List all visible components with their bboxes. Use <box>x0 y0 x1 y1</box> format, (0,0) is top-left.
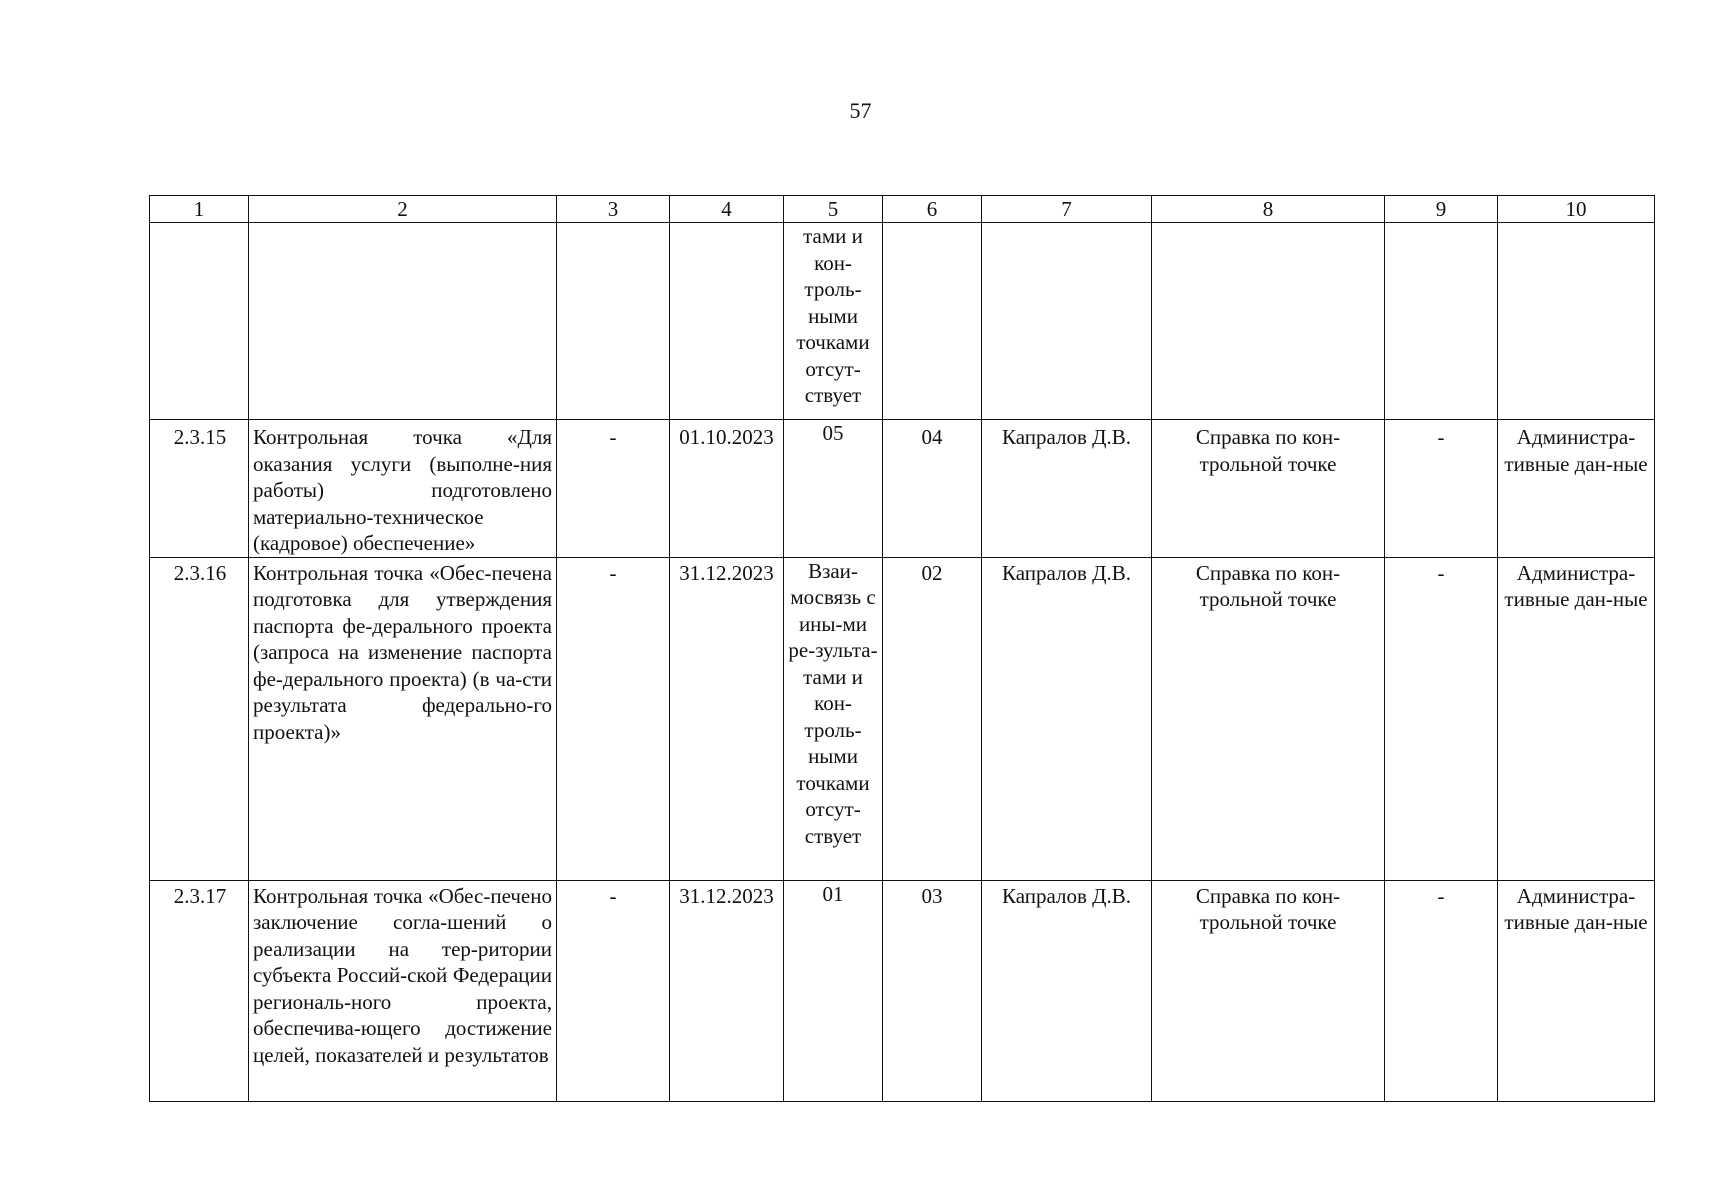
row-number: 2.3.15 <box>150 420 249 558</box>
data-source: Администра-тивные дан-ные <box>1498 420 1655 558</box>
responsible-person: Капралов Д.В. <box>982 420 1152 558</box>
document-type: Справка по кон-трольной точке <box>1152 557 1385 880</box>
header-cell: 4 <box>670 196 784 223</box>
header-cell: 2 <box>249 196 557 223</box>
document-type: Справка по кон-трольной точке <box>1152 420 1385 558</box>
relation-cell: тами и кон-троль-ными точками отсут-ствует <box>784 223 883 420</box>
header-cell: 5 <box>784 196 883 223</box>
header-cell: 8 <box>1152 196 1385 223</box>
relation-cell: 05 <box>784 420 883 558</box>
col6-value: 03 <box>883 880 982 1101</box>
col3-value: - <box>557 880 670 1101</box>
table-row-continuation <box>150 223 1655 420</box>
header-cell: 6 <box>883 196 982 223</box>
table-row <box>150 420 1655 558</box>
date-cell: 31.12.2023 <box>670 880 784 1101</box>
header-cell: 10 <box>1498 196 1655 223</box>
control-point-name: Контрольная точка «Для оказания услуги (выполне-ния работы) подготовлено материально-техническое (кадровое) обеспечение» <box>249 420 557 558</box>
control-points-table <box>149 195 1655 1102</box>
date-cell: 31.12.2023 <box>670 557 784 880</box>
date-cell: 01.10.2023 <box>670 420 784 558</box>
row-number: 2.3.16 <box>150 557 249 880</box>
col6-value: 02 <box>883 557 982 880</box>
col6-value: 04 <box>883 420 982 558</box>
col3-value: - <box>557 557 670 880</box>
page-number: 57 <box>849 98 872 123</box>
data-source: Администра-тивные дан-ные <box>1498 557 1655 880</box>
table-row <box>150 880 1655 1101</box>
header-cell: 3 <box>557 196 670 223</box>
header-cell: 1 <box>150 196 249 223</box>
header-cell: 7 <box>982 196 1152 223</box>
responsible-person: Капралов Д.В. <box>982 880 1152 1101</box>
relation-cell: 01 <box>784 880 883 1101</box>
table-row <box>150 557 1655 880</box>
relation-cell: Взаи-мосвязь с ины-ми ре-зульта-тами и кон-троль-ными точками отсут-ствует <box>784 557 883 880</box>
header-row <box>150 196 1655 223</box>
responsible-person: Капралов Д.В. <box>982 557 1152 880</box>
data-source: Администра-тивные дан-ные <box>1498 880 1655 1101</box>
row-number: 2.3.17 <box>150 880 249 1101</box>
document-type: Справка по кон-трольной точке <box>1152 880 1385 1101</box>
col3-value: - <box>557 420 670 558</box>
control-point-name: Контрольная точка «Обес-печено заключение согла-шений о реализации на тер-ритории субъекта Россий-ской Федерации региональ-ного проекта, обеспечива-ющего достижение целей, показателей и результатов <box>249 880 557 1101</box>
control-point-name: Контрольная точка «Обес-печена подготовка для утверждения паспорта фе-дерального проекта (запроса на изменение паспорта фе-дерального проекта) (в ча-сти результата федерально-го проекта)» <box>249 557 557 880</box>
col9-value: - <box>1385 420 1498 558</box>
header-cell: 9 <box>1385 196 1498 223</box>
col9-value: - <box>1385 880 1498 1101</box>
col9-value: - <box>1385 557 1498 880</box>
